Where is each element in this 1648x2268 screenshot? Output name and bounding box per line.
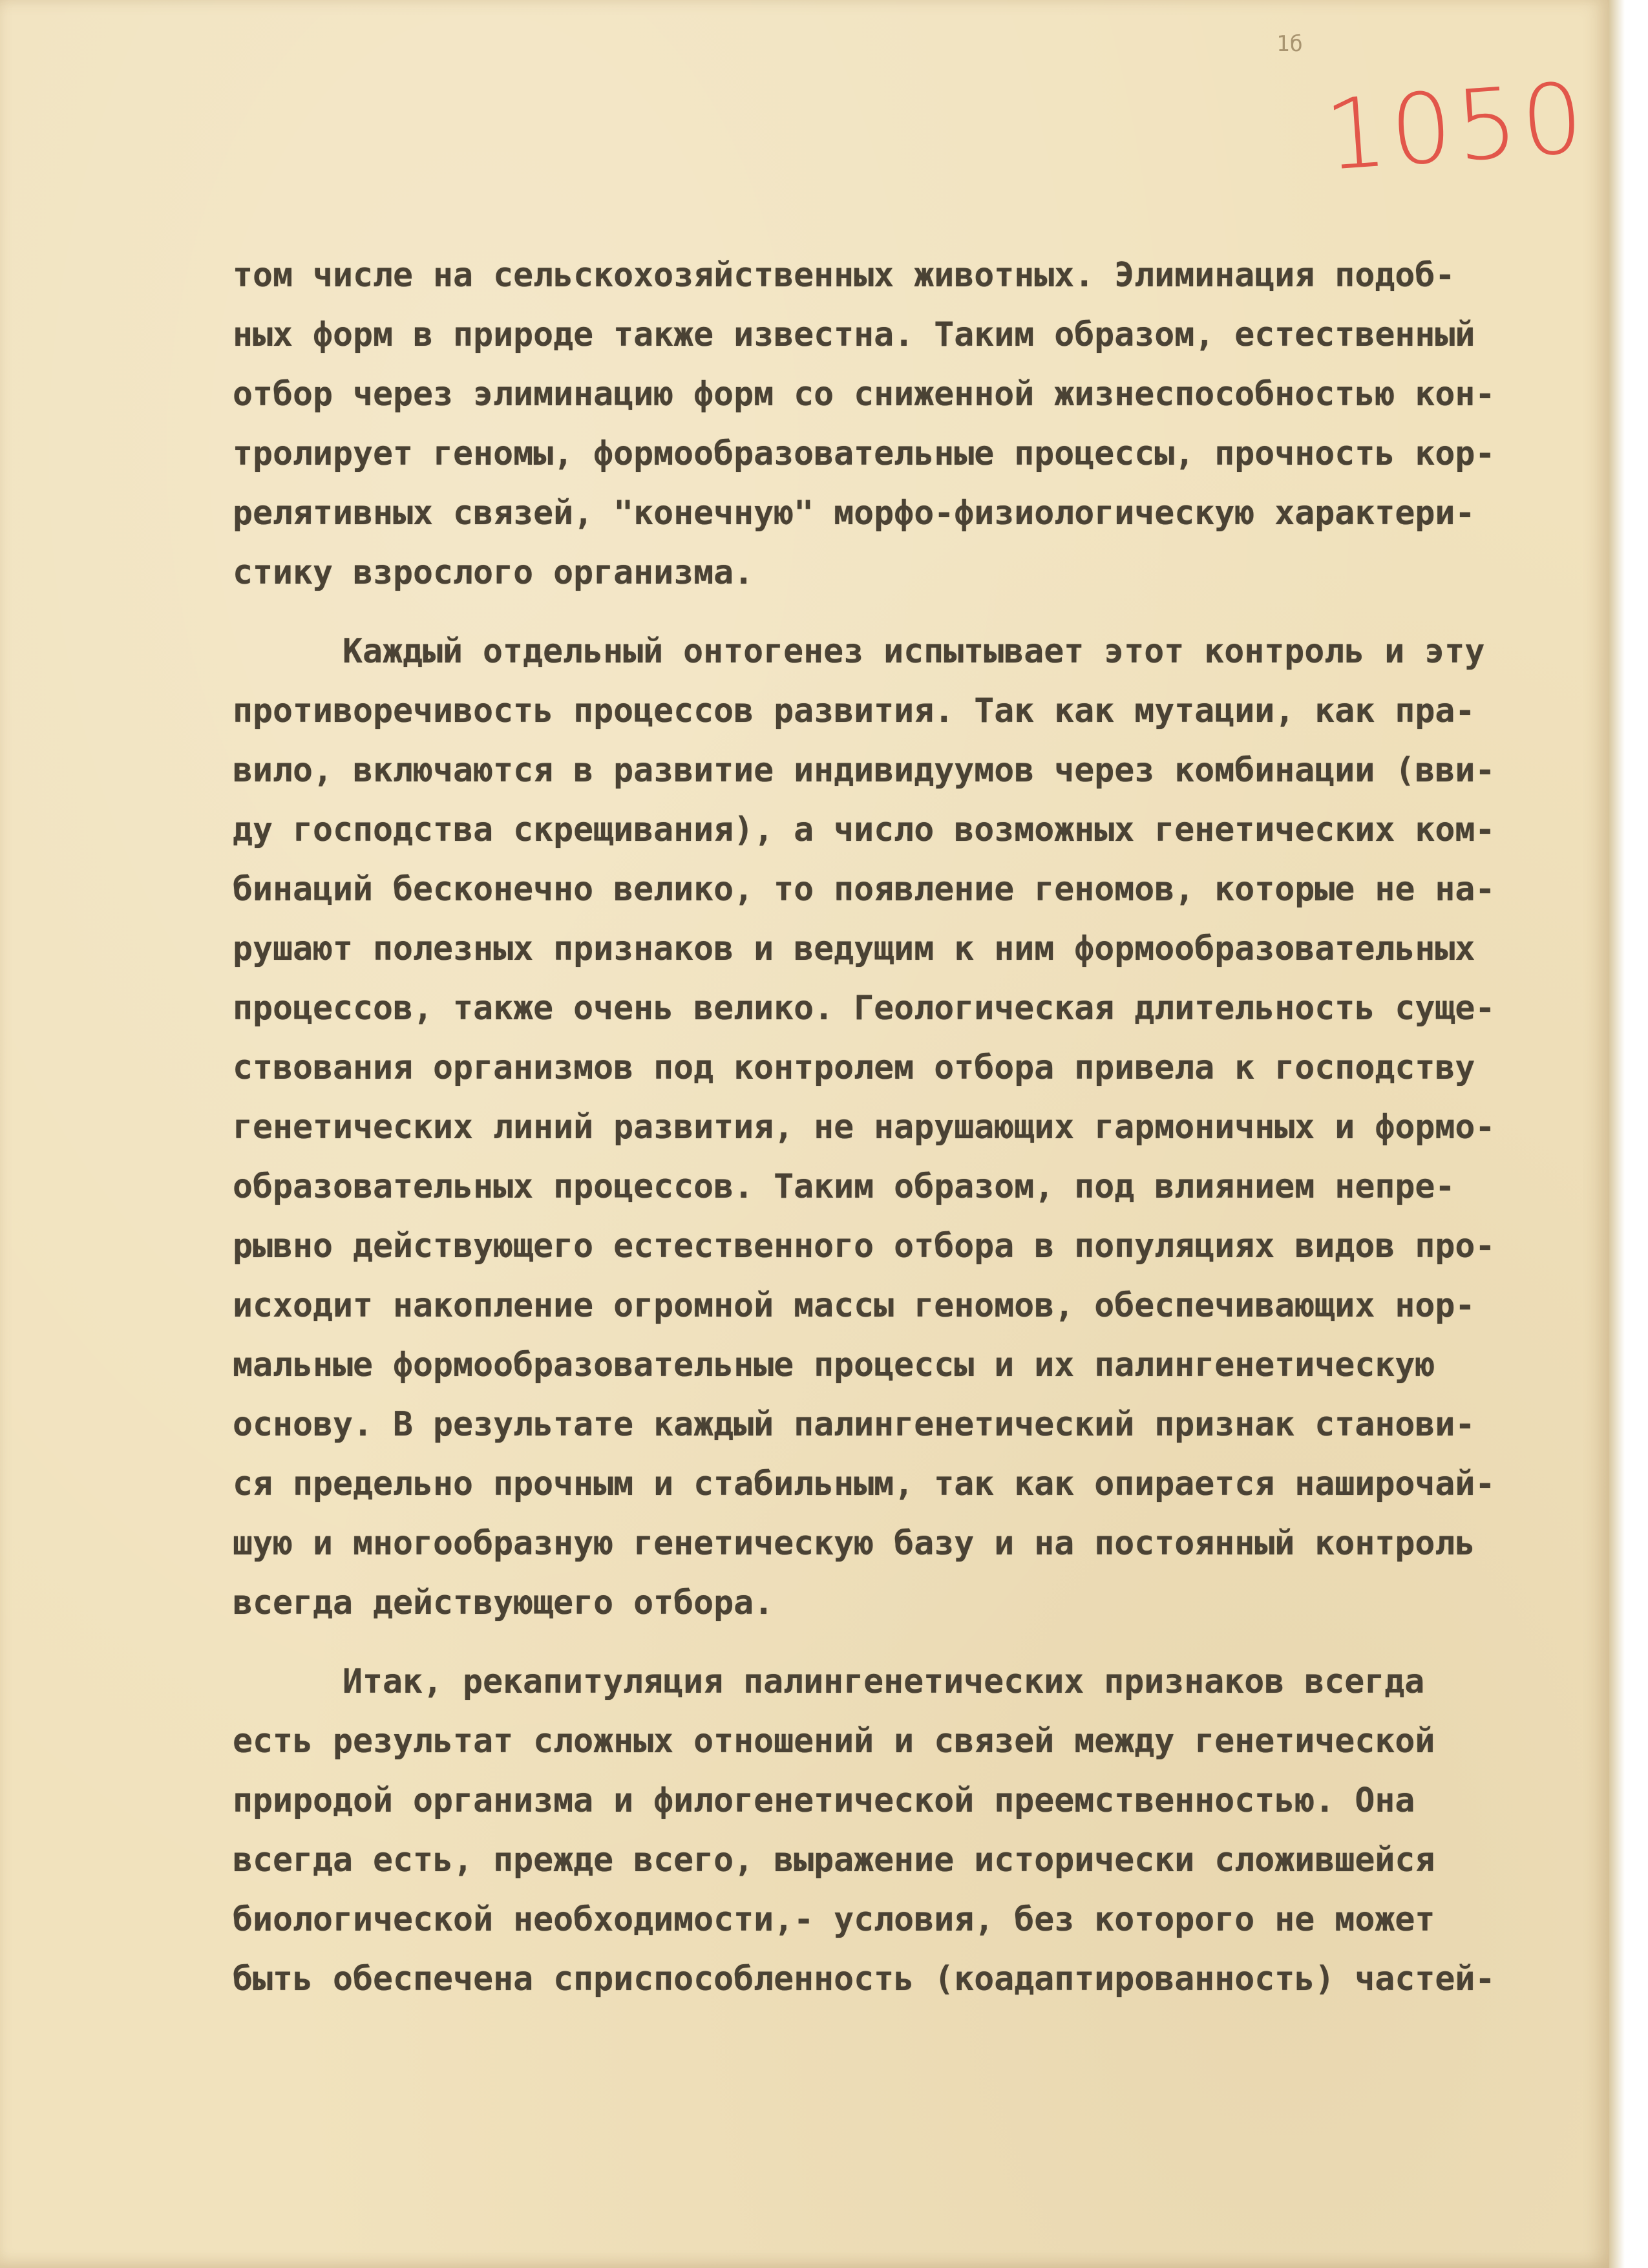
text-line: релятивных связей, "конечную" морфо-физиологическую характери-	[233, 494, 1475, 533]
text-line: быть обеспечена сприспособленность (коадаптированность) частей-	[233, 1960, 1495, 1998]
scan-margin	[1609, 0, 1648, 2268]
text-line: Каждый отдельный онтогенез испытывает этот контроль и эту	[343, 632, 1485, 671]
text-line: рушают полезных признаков и ведущим к ним формообразовательных	[233, 929, 1475, 968]
text-line: бинаций бесконечно велико, то появление геномов, которые не на-	[233, 870, 1495, 909]
top-mark: 1б	[1276, 31, 1303, 57]
text-line: тролирует геномы, формообразовательные процессы, прочность кор-	[233, 434, 1495, 473]
text-line: генетических линий развития, не нарушающих гармоничных и формо-	[233, 1108, 1495, 1147]
text-line: рывно действующего естественного отбора в популяциях видов про-	[233, 1227, 1495, 1266]
text-line: биологической необходимости,- условия, без которого не может	[233, 1900, 1435, 1939]
text-line: вило, включаются в развитие индивидуумов через комбинации (вви-	[233, 751, 1495, 790]
text-line: ствования организмов под контролем отбора привела к господству	[233, 1048, 1475, 1087]
text-line: исходит накопление огромной массы геномов, обеспечивающих нор-	[233, 1286, 1475, 1325]
text-line: ных форм в природе также известна. Таким образом, естественный	[233, 315, 1475, 354]
paragraph	[233, 622, 1596, 1633]
text-line: ду господства скрещивания), а число возможных генетических ком-	[233, 811, 1495, 849]
typewritten-text	[233, 246, 1596, 2009]
archive-page-number: 1050	[1321, 62, 1591, 193]
text-line: том числе на сельскохозяйственных животных. Элиминация подоб-	[233, 256, 1455, 295]
text-line: основу. В результате каждый палингенетический признак станови-	[233, 1405, 1475, 1444]
text-line: мальные формообразовательные процессы и их палингенетическую	[233, 1346, 1435, 1384]
paragraph	[233, 1652, 1596, 2009]
text-line: противоречивость процессов развития. Так как мутации, как пра-	[233, 692, 1475, 730]
text-line: природой организма и филогенетической преемственностью. Она	[233, 1781, 1415, 1820]
text-line: Итак, рекапитуляция палингенетических признаков всегда	[343, 1662, 1425, 1701]
text-line: есть результат сложных отношений и связей между генетической	[233, 1722, 1435, 1761]
text-line: образовательных процессов. Таким образом, под влиянием непре-	[233, 1167, 1455, 1206]
paragraph	[233, 246, 1596, 602]
text-line: ся предельно прочным и стабильным, так как опирается наширочай-	[233, 1465, 1495, 1503]
text-line: всегда есть, прежде всего, выражение исторически сложившейся	[233, 1841, 1435, 1880]
text-line: всегда действующего отбора.	[233, 1584, 774, 1622]
text-line: стику взрослого организма.	[233, 553, 754, 592]
text-line: шую и многообразную генетическую базу и на постоянный контроль	[233, 1524, 1475, 1563]
text-line: отбор через элиминацию форм со сниженной жизнеспособностью кон-	[233, 375, 1495, 414]
text-line: процессов, также очень велико. Геологическая длительность суще-	[233, 989, 1495, 1028]
